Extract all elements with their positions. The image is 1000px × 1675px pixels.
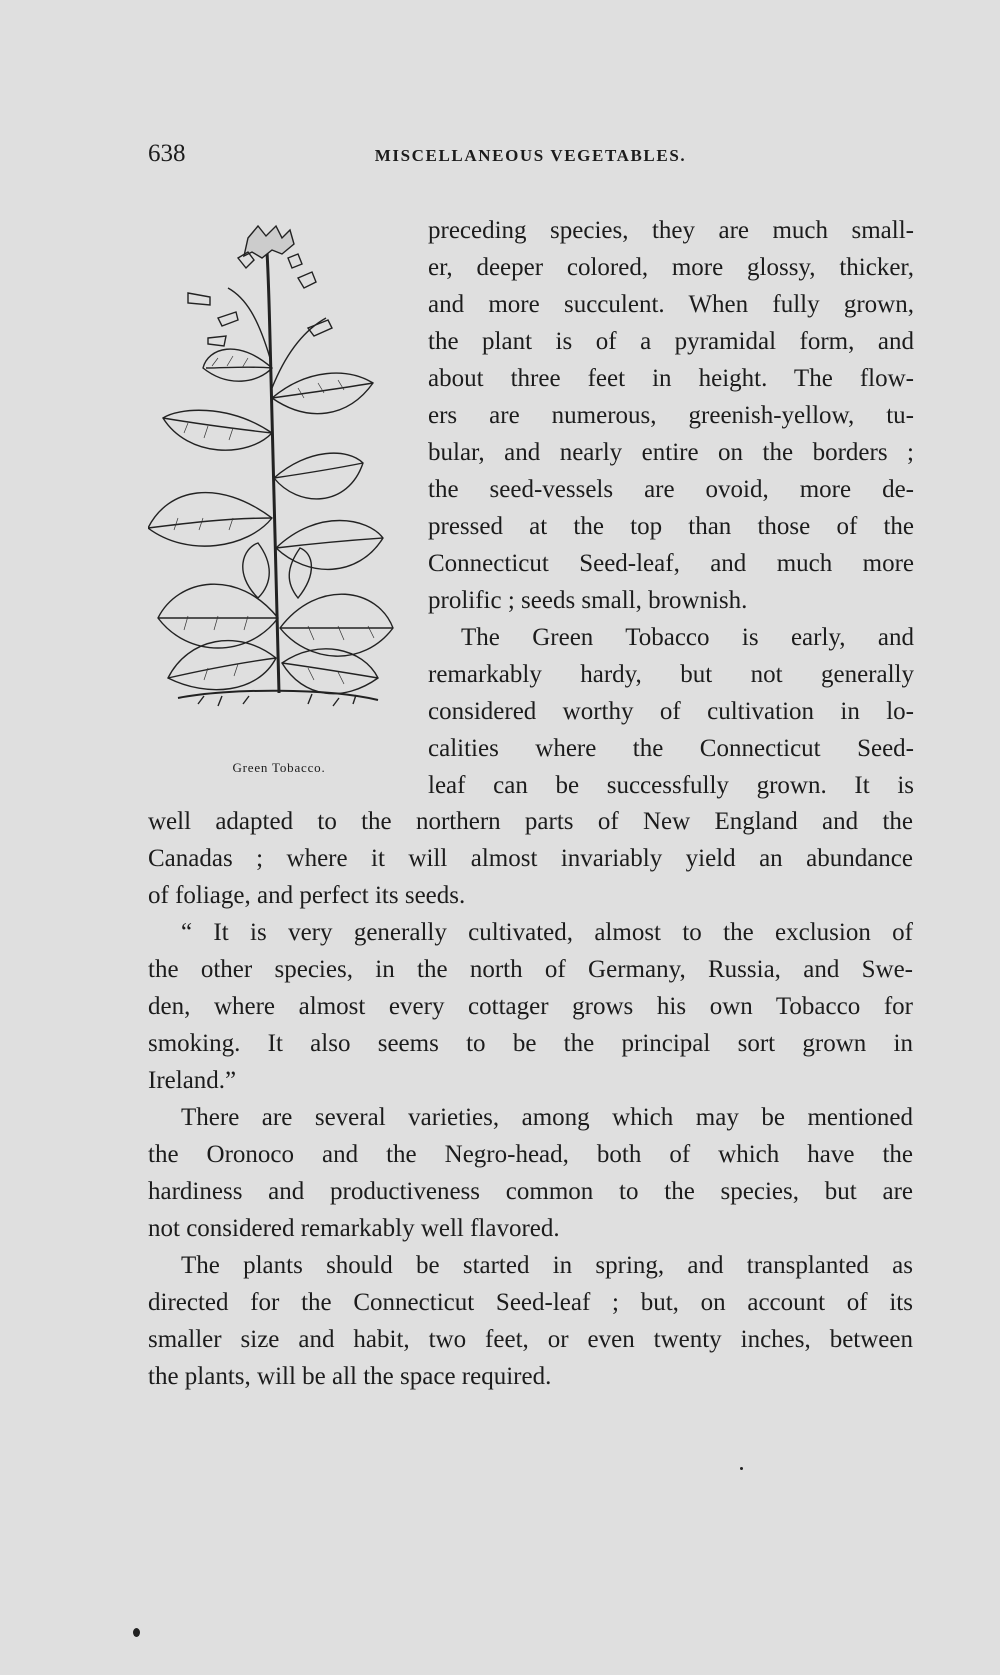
tobacco-plant-engraving xyxy=(148,218,410,738)
text-line: The plants should be started in spring, and transplanted as xyxy=(181,1252,913,1279)
text-line: “ It is very generally cultivated, almost to the exclusion of xyxy=(181,919,913,946)
text-line: Connecticut Seed-leaf, and much more xyxy=(428,550,914,577)
text-line: smoking. It also seems to be the principal sort grown in xyxy=(148,1030,913,1057)
text-line: remarkably hardy, but not generally xyxy=(428,661,914,688)
text-line: not considered remarkably well flavored. xyxy=(148,1215,560,1242)
text-line: the Oronoco and the Negro-head, both of which have the xyxy=(148,1141,913,1168)
text-line: considered worthy of cultivation in lo- xyxy=(428,698,914,725)
text-line: The Green Tobacco is early, and xyxy=(461,624,914,651)
text-line: directed for the Connecticut Seed-leaf ; but, on account of its xyxy=(148,1289,913,1316)
wrapped-text-column xyxy=(428,212,914,804)
text-line: and more succulent. When fully grown, xyxy=(428,291,914,318)
text-line: hardiness and productiveness common to the species, but are xyxy=(148,1178,913,1205)
full-width-text xyxy=(148,803,913,1395)
tobacco-illustration xyxy=(148,218,410,798)
text-line: about three feet in height. The flow- xyxy=(428,365,914,392)
figure-caption: Green Tobacco. xyxy=(232,760,326,775)
text-line: prolific ; seeds small, brownish. xyxy=(428,587,748,614)
text-line: er, deeper colored, more glossy, thicker, xyxy=(428,254,914,281)
text-line: leaf can be successfully grown. It is xyxy=(428,772,914,799)
text-line: the plants, will be all the space required. xyxy=(148,1363,552,1390)
text-line: the other species, in the north of Germany, Russia, and Swe- xyxy=(148,956,913,983)
text-line: ers are numerous, greenish-yellow, tu- xyxy=(428,402,914,429)
text-line: the plant is of a pyramidal form, and xyxy=(428,328,914,355)
text-line: There are several varieties, among which may be mentioned xyxy=(181,1104,913,1131)
text-line: well adapted to the northern parts of New England and the xyxy=(148,808,913,835)
page-header xyxy=(148,140,913,174)
text-line: the seed-vessels are ovoid, more de- xyxy=(428,476,914,503)
ink-speck xyxy=(133,1628,140,1637)
text-line: of foliage, and perfect its seeds. xyxy=(148,882,466,909)
ink-speck xyxy=(740,1467,743,1470)
text-line: bular, and nearly entire on the borders ; xyxy=(428,439,914,466)
text-line: pressed at the top than those of the xyxy=(428,513,914,540)
text-line: smaller size and habit, two feet, or even twenty inches, between xyxy=(148,1326,913,1353)
running-title: MISCELLANEOUS VEGETABLES. xyxy=(374,146,687,165)
text-line: den, where almost every cottager grows his own Tobacco for xyxy=(148,993,913,1020)
text-line: Ireland.” xyxy=(148,1067,237,1094)
page-number: 638 xyxy=(148,140,186,167)
text-line: preceding species, they are much small- xyxy=(428,217,914,244)
text-line: Canadas ; where it will almost invariably yield an abundance xyxy=(148,845,913,872)
text-line: calities where the Connecticut Seed- xyxy=(428,735,914,762)
